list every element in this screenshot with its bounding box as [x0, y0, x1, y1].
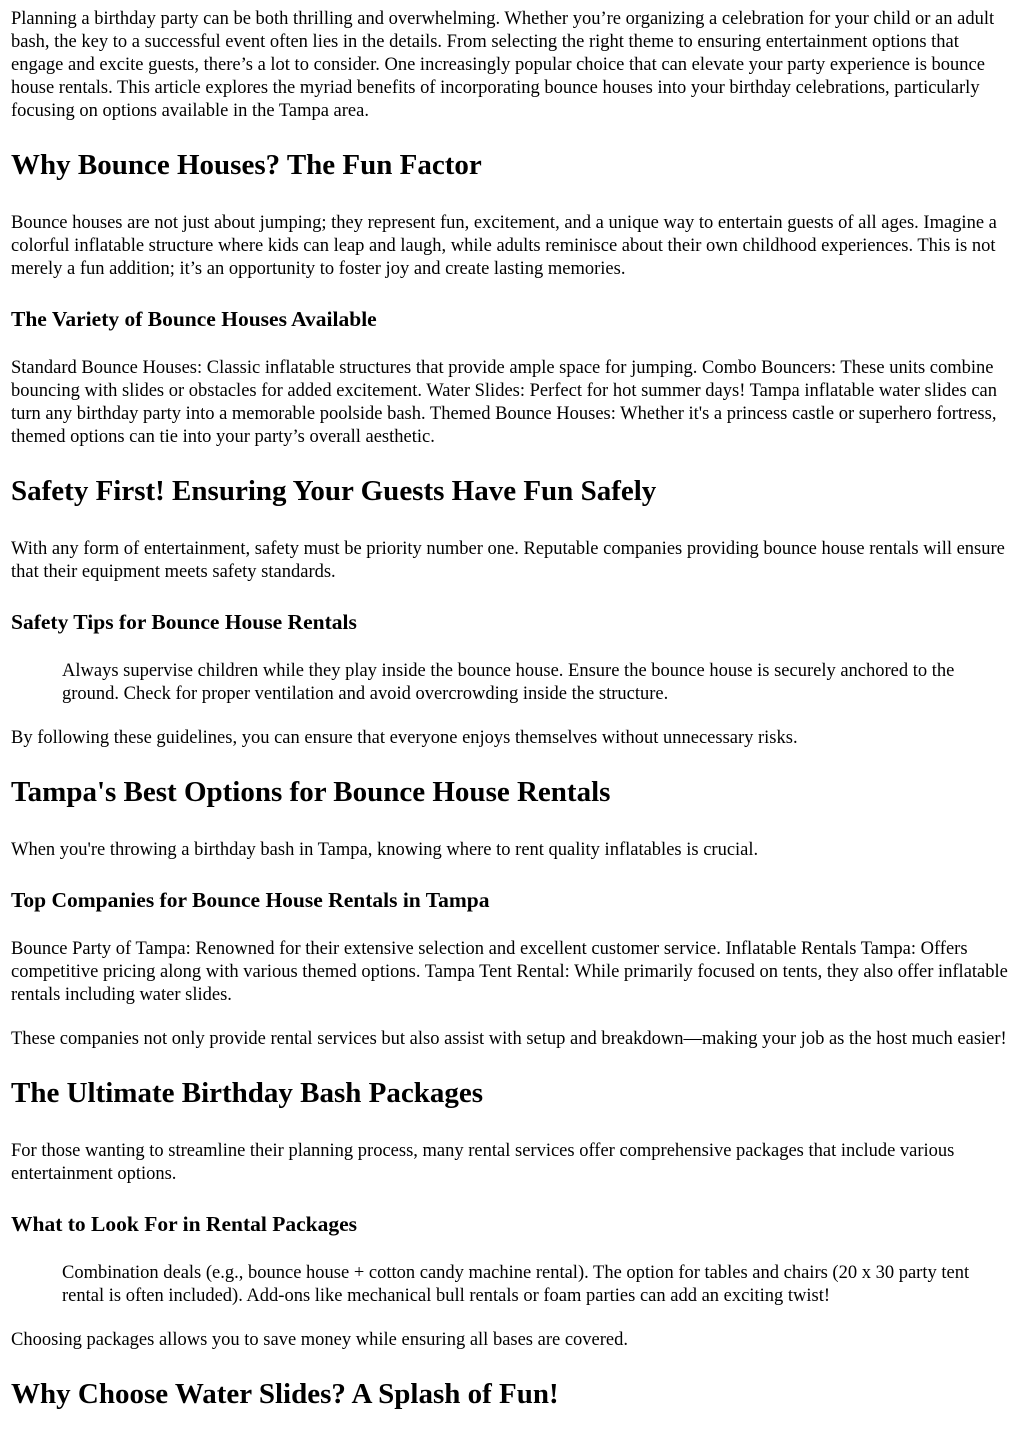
section-paragraph-safety: With any form of entertainment, safety must be priority number one. Reputable companies providing bounce house rentals will ensure that their equipment meets safety standards. [11, 539, 1005, 582]
section-heading-packages: The Ultimate Birthday Bash Packages [11, 1077, 484, 1109]
quote-safety-tips: Always supervise children while they play inside the bounce house. Ensure the bounce house is securely anchored to the ground. Check for proper ventilation and avoid overcrowding inside the structure. [62, 661, 955, 704]
paragraph-companies-after: These companies not only provide rental services but also assist with setup and breakdown—making your job as the host much easier! [11, 1029, 1007, 1049]
subheading-rental-packages: What to Look For in Rental Packages [11, 1212, 357, 1236]
section-paragraph-tampa-options: When you're throwing a birthday bash in Tampa, knowing where to rent quality inflatables is crucial. [11, 840, 759, 860]
quote-rental-packages: Combination deals (e.g., bounce house + cotton candy machine rental). The option for tables and chairs (20 x 30 party tent rental is often included). Add-ons like mechanical bull rentals or foam parties can add an exciting twist! [62, 1263, 970, 1306]
paragraph-safety-after: By following these guidelines, you can ensure that everyone enjoys themselves without unnecessary risks. [11, 728, 798, 748]
section-heading-tampa-options: Tampa's Best Options for Bounce House Rentals [11, 776, 611, 808]
paragraph-top-companies: Bounce Party of Tampa: Renowned for their extensive selection and excellent customer service. Inflatable Rentals Tampa: Offers competitive pricing along with various themed options. Tampa Tent Rental: While primarily focused on tents, they also offer inflatable rentals including water slides. [11, 939, 1008, 1005]
subheading-safety-tips: Safety Tips for Bounce House Rentals [11, 610, 357, 634]
intro-paragraph: Planning a birthday party can be both thrilling and overwhelming. Whether you’re organizing a celebration for your child or an adult bash, the key to a successful event often lies in the details. From selecting the right theme to ensuring entertainment options that engage and excite guests, there’s a lot to consider. One increasingly popular choice that can elevate your party experience is bounce house rentals. This article explores the myriad benefits of incorporating bounce houses into your birthday celebrations, particularly focusing on options available in the Tampa area. [11, 9, 995, 121]
subheading-top-companies: Top Companies for Bounce House Rentals in Tampa [11, 888, 490, 912]
paragraph-variety: Standard Bounce Houses: Classic inflatable structures that provide ample space for jumping. Combo Bouncers: These units combine bouncing with slides or obstacles for added excitement. Water Slides: Perfect for hot summer days! Tampa inflatable water slides can turn any birthday party into a memorable poolside bash. Themed Bounce Houses: Whether it's a princess castle or superhero fortress, themed options can tie into your party’s overall aesthetic. [11, 358, 997, 447]
paragraph-packages-after: Choosing packages allows you to save money while ensuring all bases are covered. [11, 1330, 629, 1350]
section-paragraph-packages: For those wanting to streamline their planning process, many rental services offer comprehensive packages that include various entertainment options. [11, 1141, 955, 1184]
section-heading-fun-factor: Why Bounce Houses? The Fun Factor [11, 149, 482, 181]
section-heading-water-slides: Why Choose Water Slides? A Splash of Fun! [11, 1378, 559, 1410]
subheading-variety: The Variety of Bounce Houses Available [11, 307, 377, 331]
section-paragraph-fun-factor: Bounce houses are not just about jumping; they represent fun, excitement, and a unique way to entertain guests of all ages. Imagine a colorful inflatable structure where kids can leap and laugh, while adults reminisce about their own childhood experiences. This is not merely a fun addition; it’s an opportunity to foster joy and create lasting memories. [11, 213, 997, 279]
section-heading-safety: Safety First! Ensuring Your Guests Have Fun Safely [11, 475, 657, 507]
